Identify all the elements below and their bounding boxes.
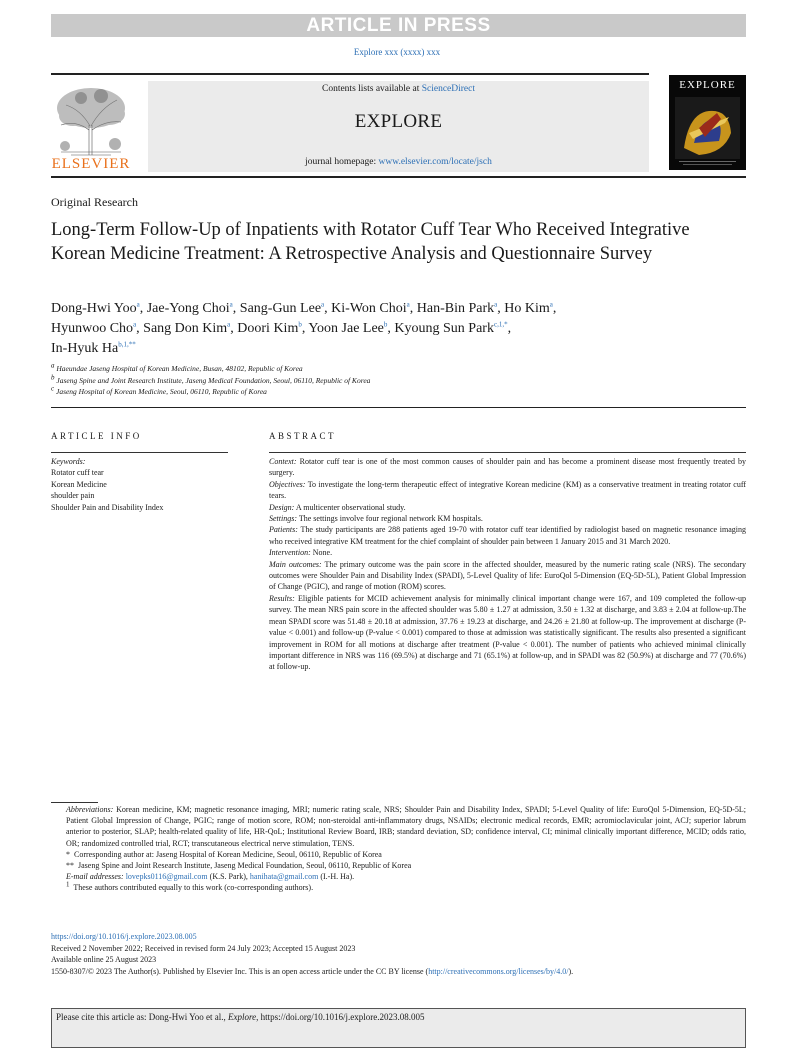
second-corresponding-author-note: ** Jaseng Spine and Joint Research Institute, Jaseng Medical Foundation, Seoul, 06110, Republic of Korea <box>66 861 412 871</box>
affiliations <box>51 363 370 398</box>
section-rule <box>51 407 746 408</box>
article-type: Original Research <box>51 195 138 209</box>
abstract-settings: Settings: The settings involve four regional network KM hospitals. <box>269 514 483 524</box>
article-in-press-banner: ARTICLE IN PRESS <box>51 14 746 37</box>
keyword: shoulder pain <box>51 491 95 501</box>
header-top-rule <box>51 73 649 75</box>
abbreviations-note: Abbreviations: Korean medicine, KM; magnetic resonance imaging, MRI; numeric rating scale, NRS; Shoulder Pain and Disability Index, SPADI; 5-Level Quality of life: EuroQol 5-Dimension, EQ-5D-5L; Patient Global Impression of Change, PGIC; range of motion score, ROM; non-steroidal anti-inflammatory drugs, NSAIDs; electronic medical records, EMR; acromioclavicular joint, ACJ; superior labrum anterior to posterior, SLAP; health-related quality of life, HR-QoL; Institutional Review Board, IRB; standard deviation, SD; confidence interval, CI; minimal clinically important difference, MCID; odds ratio, OR; randomized controlled trial, RCT; transcutaneous electrical nerve stimulation, TENS. <box>66 805 747 848</box>
keyword: Shoulder Pain and Disability Index <box>51 502 164 512</box>
citation-box <box>51 1008 746 1048</box>
abstract-main-outcomes: Main outcomes: The primary outcome was the pain score in the affected shoulder, measured by the numeric rating scale (NRS). The secondary outcomes were Shoulder Pain and Disability Index (SPADI), 5-Level Quality of life: EuroQol 5-Dimension (EQ-5D-5L), Patient Global Impression of Change (PGIC), and range of motion (ROM) scores. <box>269 559 747 592</box>
journal-reference-link[interactable]: Explore xxx (xxxx) xxx <box>353 47 441 57</box>
sciencedirect-link[interactable]: ScienceDirect <box>421 84 475 94</box>
author[interactable]: Han-Bin Park$^a$ <box>416 300 498 316</box>
keyword: Korean Medicine <box>51 479 107 489</box>
affiliation: $^b$ Jaseng Spine and Joint Research Institute, Jaseng Medical Foundation, Seoul, 06110, Republic of Korea <box>51 373 371 385</box>
keywords-block <box>51 456 163 513</box>
homepage-prefix: journal homepage: <box>305 157 377 167</box>
abstract-context: Context: Rotator cuff tear is one of the most common causes of shoulder pain and has become a prominent disease most frequently treated by surgery. <box>269 457 747 478</box>
article-info-rule <box>51 452 228 453</box>
keyword: Rotator cuff tear <box>51 468 104 478</box>
license-line: 1550-8307/© 2023 The Author(s). Published by Elsevier Inc. This is an open access article under the CC BY license (http://creativecommons.org/licenses/by/4.0/). <box>51 967 574 977</box>
email-note: E-mail addresses: lovepks0116@gmail.com (K.S. Park), hanihata@gmail.com (I.-H. Ha). <box>66 872 355 882</box>
abstract-rule <box>269 452 746 453</box>
homepage-line <box>148 157 649 167</box>
abstract-body <box>269 456 746 673</box>
homepage-link[interactable]: www.elsevier.com/locate/jsch <box>378 157 492 167</box>
affiliation: $^a$ Haeundae Jaseng Hospital of Korean Medicine, Busan, 48102, Republic of Korea <box>51 361 303 373</box>
abstract-patients: Patients: The study participants are 288 patients aged 19-70 with rotator cuff tear identified by radiologist based on magnetic resonance imaging who received integrative KM treatment for the chief complaint of shoulder pain between 1 January 2015 and 31 March 2020. <box>269 525 747 546</box>
doi-link[interactable]: https://doi.org/10.1016/j.explore.2023.08.005 <box>51 932 197 941</box>
footnotes <box>51 804 746 894</box>
abstract-results: Results: Eligible patients for MCID achievement analysis for minimally clinical important change were 167, and 109 completed the follow-up survey. The mean NRS pain score in the affected shoulder was 5.80 ± 1.27 at admission, 3.50 ± 1.32 at discharge, and 3.83 ± 2.04 at follow-up.The mean SPADI score was 51.48 ± 20.18 at admission, 37.76 ± 19.23 at discharge, and 24.26 ± 21.80 at follow-up. The improvement at discharge (P-value < 0.001) and follow-up (P-value < 0.001) compared to those at admission was statistically significant. The results also presented a significant improvement in ROM for all motions at discharge after treatment (P-value < 0.001). The number of patients who achieved minimal clinically important difference in NRS was 116 (69.5%) at discharge and 71 (65.1%) at follow-up, and in SPADI was 82 (50.9%) at discharge and 77 (70.6%) at follow-up. <box>269 593 746 672</box>
author[interactable]: Hyunwoo Cho$^a$ <box>51 320 137 336</box>
abstract-objectives: Objectives: To investigate the long-term therapeutic effect of integrative Korean medicine (KM) as a conservative treatment in treating rotator cuff tears. <box>269 479 746 501</box>
equal-contribution-note: $^1$ These authors contributed equally to this work (co-corresponding authors). <box>66 880 314 893</box>
article-title: Long-Term Follow-Up of Inpatients with Rotator Cuff Tear Who Received Integrative Korean Medicine Treatment: A Retrospective Analysis and Questionnaire Survey <box>51 220 690 264</box>
footnote-rule <box>51 802 98 803</box>
received-dates: Received 2 November 2022; Received in revised form 24 July 2023; Accepted 15 August 2023 <box>51 943 356 953</box>
abstract-heading: ABSTRACT <box>269 431 337 441</box>
online-date: Available online 25 August 2023 <box>51 955 157 965</box>
journal-cover-image <box>669 75 746 170</box>
author[interactable]: Doori Kim$^b$ <box>237 320 302 336</box>
cover-title: EXPLORE <box>679 79 736 91</box>
publisher-name: ELSEVIER <box>51 156 131 172</box>
author[interactable]: Kyoung Sun Park$^{c,1,*}$ <box>394 320 508 336</box>
author[interactable]: Dong-Hwi Yoo$^a$ <box>51 300 140 316</box>
keywords-label: Keywords: <box>51 457 86 466</box>
license-link[interactable]: http://creativecommons.org/licenses/by/4.0/ <box>428 967 569 977</box>
author[interactable]: Yoon Jae Lee$^b$ <box>308 320 388 336</box>
author[interactable]: Ho Kim$^a$ <box>504 300 553 316</box>
contents-prefix: Contents lists available at <box>321 84 420 94</box>
publication-info <box>51 931 771 978</box>
article-info-heading: ARTICLE INFO <box>51 431 142 441</box>
author[interactable]: In-Hyuk $Ha^{b,1,**}$ <box>51 340 136 356</box>
corresponding-author-note: * Corresponding author at: Jaseng Hospital of Korean Medicine, Seoul, 06110, Republic of Korea <box>66 849 382 859</box>
email-link[interactable]: hanihata@gmail.com <box>249 872 319 882</box>
journal-title: EXPLORE <box>354 111 443 132</box>
author[interactable]: Sang-Gun Lee$^a$ <box>239 300 325 316</box>
author[interactable]: Ki-Won Choi$^a$ <box>331 300 410 316</box>
author[interactable]: Jae-Yong Choi$^a$ <box>146 300 233 316</box>
header-bottom-rule <box>51 176 746 178</box>
email-link[interactable]: lovepks0116@gmail.com <box>125 872 208 882</box>
contents-line <box>148 84 649 94</box>
author[interactable]: Sang Don Kim$^a$ <box>143 320 231 336</box>
abstract-intervention: Intervention: None. <box>269 548 333 558</box>
abstract-design: Design: A multicenter observational study. <box>269 502 406 512</box>
citation-text: Please cite this article as: Dong-Hwi Yoo et al., Explore, https://doi.org/10.1016/j.explore.2023.08.005 <box>56 1012 425 1022</box>
author-list: Dong-Hwi Yoo$^a$, Jae-Yong Choi$^a$, Sang-Gun Lee$^a$, Ki-Won Choi$^a$, Han-Bin Park$^a$, Ho Kim$^a$, Hyunwoo Cho$^a$, Sang Don Kim$^a$, Doori Kim$^b$, Yoon Jae Lee$^b$, Kyoung Sun Park$^{c,1,*}$, In-Hyuk $Ha^{b,1,**}$ <box>51 300 557 356</box>
affiliation: $^c$ Jaseng Hospital of Korean Medicine, Seoul, 06110, Republic of Korea <box>51 384 267 396</box>
